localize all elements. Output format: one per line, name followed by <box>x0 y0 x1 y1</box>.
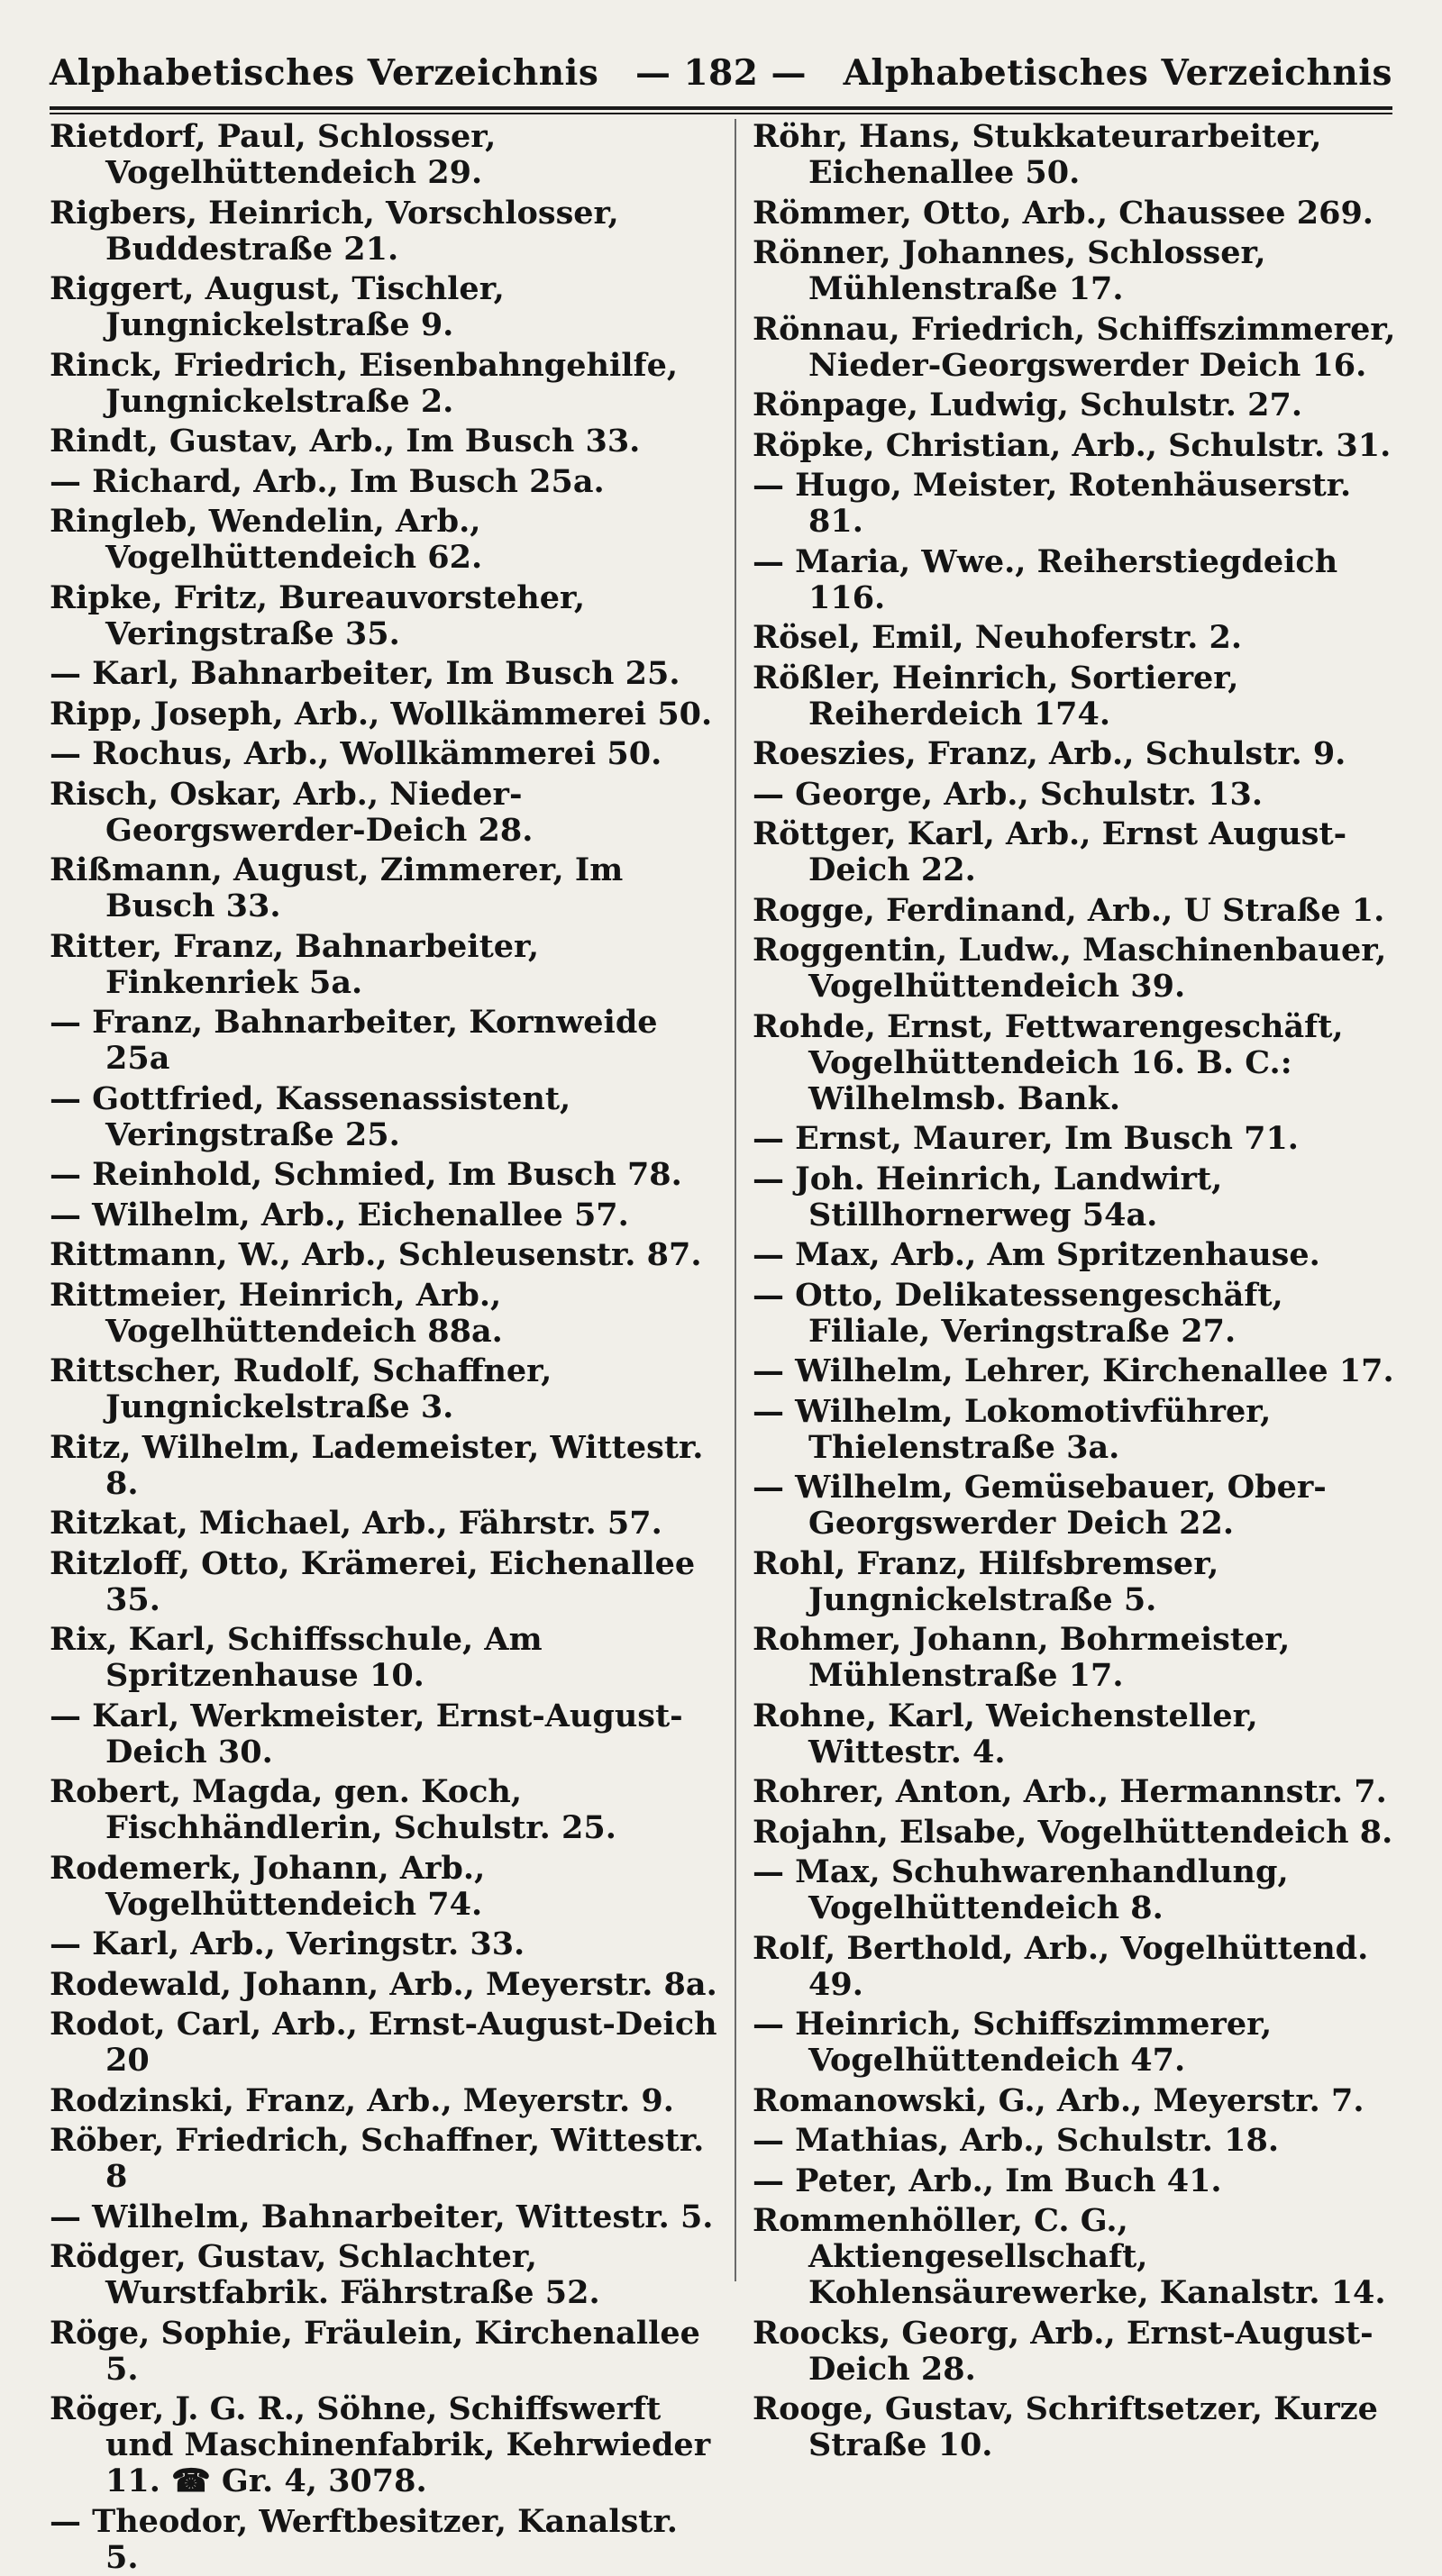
directory-entry: Rojahn, Elsabe, Vogelhüttendeich 8. <box>753 1813 1393 1851</box>
page-header <box>50 52 1392 105</box>
directory-entry: — Rochus, Arb., Wollkämmerei 50. <box>50 735 662 772</box>
directory-entry: Ritzloff, Otto, Krämerei, Eichenallee 35. <box>50 1544 696 1618</box>
directory-entry: — Max, Arb., Am Spritzenhause. <box>753 1236 1320 1273</box>
directory-entry: Rönpage, Ludwig, Schulstr. 27. <box>753 387 1303 423</box>
directory-entry: Röhr, Hans, Stukkateurarbeiter, Eichenallee 50. <box>753 118 1322 191</box>
directory-entry: Rittscher, Rudolf, Schaffner, Jungnickelstraße 3. <box>50 1352 552 1425</box>
directory-entry: Ritzkat, Michael, Arb., Fährstr. 57. <box>50 1505 662 1542</box>
directory-entry: — Hugo, Meister, Rotenhäuserstr. 81. <box>753 467 1352 540</box>
directory-entry: Rödger, Gustav, Schlachter, Wurstfabrik. Fährstraße 52. <box>50 2238 600 2311</box>
directory-entry: — Wilhelm, Gemüsebauer, Ober-Georgswerder Deich 22. <box>753 1469 1327 1542</box>
directory-entry: Ritz, Wilhelm, Lademeister, Wittestr. 8. <box>50 1428 704 1502</box>
directory-entry: Röber, Friedrich, Schaffner, Wittestr. 8 <box>50 2122 705 2195</box>
directory-entry: Ringleb, Wendelin, Arb., Vogelhüttendeich 62. <box>50 503 483 576</box>
directory-entry: — Wilhelm, Lehrer, Kirchenallee 17. <box>753 1352 1394 1389</box>
directory-entry: Roggentin, Ludw., Maschinenbauer, Vogelhüttendeich 39. <box>753 932 1387 1005</box>
directory-entry: — Max, Schuhwarenhandlung, Vogelhüttendeich 8. <box>753 1853 1289 1926</box>
directory-entry: — Franz, Bahnarbeiter, Kornweide 25a <box>50 1004 658 1077</box>
page-number: — 182 — <box>634 52 808 94</box>
directory-entry: Rohl, Franz, Hilfsbremser, Jungnickelstraße 5. <box>753 1544 1219 1618</box>
directory-entry: Riggert, August, Tischler, Jungnickelstraße 9. <box>50 270 505 343</box>
directory-entry: Ripke, Fritz, Bureauvorsteher, Veringstraße 35. <box>50 578 586 652</box>
directory-entry: Röge, Sophie, Fräulein, Kirchenallee 5. <box>50 2314 700 2388</box>
directory-entry: Röger, J. G. R., Söhne, Schiffswerft und Maschinenfabrik, Kehrwieder 11. ☎ Gr. 4, 3078. <box>50 2390 711 2499</box>
header-left-title: Alphabetisches Verzeichnis <box>50 52 599 94</box>
directory-entry: Rindt, Gustav, Arb., Im Busch 33. <box>50 423 641 460</box>
directory-entry: Rösel, Emil, Neuhoferstr. 2. <box>753 619 1243 656</box>
header-right-title: Alphabetisches Verzeichnis <box>843 52 1392 94</box>
directory-entry: Rodzinski, Franz, Arb., Meyerstr. 9. <box>50 2081 674 2119</box>
directory-entry: — Wilhelm, Bahnarbeiter, Wittestr. 5. <box>50 2198 714 2235</box>
directory-entry: — Otto, Delikatessengeschäft, Filiale, Veringstraße 27. <box>753 1276 1283 1350</box>
directory-entry: Rittmann, W., Arb., Schleusenstr. 87. <box>50 1236 702 1273</box>
directory-entry: — George, Arb., Schulstr. 13. <box>753 775 1263 813</box>
directory-entry: Romanowski, G., Arb., Meyerstr. 7. <box>753 2081 1364 2119</box>
directory-entry: Rogge, Ferdinand, Arb., U Straße 1. <box>753 891 1385 929</box>
directory-entry: — Karl, Werkmeister, Ernst-August-Deich 30. <box>50 1697 683 1770</box>
directory-entry: Rohmer, Johann, Bohrmeister, Mühlenstraße 17. <box>753 1621 1291 1694</box>
directory-entry: Rodot, Carl, Arb., Ernst-August-Deich 20 <box>50 2006 717 2079</box>
directory-entry: Ripp, Joseph, Arb., Wollkämmerei 50. <box>50 695 713 733</box>
directory-entry: Rigbers, Heinrich, Vorschlosser, Buddestraße 21. <box>50 194 619 268</box>
directory-entry: — Wilhelm, Arb., Eichenallee 57. <box>50 1196 629 1233</box>
directory-entry: Rißmann, August, Zimmerer, Im Busch 33. <box>50 851 624 924</box>
directory-entry: Rommenhöller, C. G., Aktiengesellschaft, Kohlensäurewerke, Kanalstr. 14. <box>753 2202 1386 2311</box>
directory-entry: Rönner, Johannes, Schlosser, Mühlenstraße 17. <box>753 234 1266 307</box>
directory-entry: Rohrer, Anton, Arb., Hermannstr. 7. <box>753 1773 1387 1810</box>
directory-entry: Rittmeier, Heinrich, Arb., Vogelhüttendeich 88a. <box>50 1276 503 1350</box>
directory-entry: Rooge, Gustav, Schriftsetzer, Kurze Straße 10. <box>753 2390 1378 2463</box>
directory-entry: Rohde, Ernst, Fettwarengeschäft, Vogelhüttendeich 16. B. C.: Wilhelmsb. Bank. <box>753 1007 1344 1117</box>
directory-entry: Rietdorf, Paul, Schlosser, Vogelhüttendeich 29. <box>50 118 497 191</box>
directory-entry: — Joh. Heinrich, Landwirt, Stillhornerweg 54a. <box>753 1160 1223 1233</box>
directory-entry: — Reinhold, Schmied, Im Busch 78. <box>50 1156 682 1193</box>
directory-entry: Röpke, Christian, Arb., Schulstr. 31. <box>753 426 1392 464</box>
directory-entry: Rinck, Friedrich, Eisenbahngehilfe, Jungnickelstraße 2. <box>50 346 679 420</box>
directory-entry: — Mathias, Arb., Schulstr. 18. <box>753 2122 1280 2159</box>
directory-entry: Rößler, Heinrich, Sortierer, Reiherdeich 174. <box>753 659 1239 733</box>
directory-entry: — Ernst, Maurer, Im Busch 71. <box>753 1120 1299 1157</box>
left-column <box>50 118 721 2576</box>
column-divider <box>735 119 736 2281</box>
directory-entry: — Richard, Arb., Im Busch 25a. <box>50 462 605 500</box>
directory-entry: Röttger, Karl, Arb., Ernst August-Deich 22. <box>753 815 1347 888</box>
directory-entry: — Karl, Arb., Veringstr. 33. <box>50 1925 525 1962</box>
directory-entry: Rodewald, Johann, Arb., Meyerstr. 8a. <box>50 1965 717 2003</box>
directory-entry: — Peter, Arb., Im Buch 41. <box>753 2162 1222 2199</box>
directory-entry: — Gottfried, Kassenassistent, Veringstraße 25. <box>50 1079 571 1153</box>
directory-entry: Roocks, Georg, Arb., Ernst-August-Deich 28. <box>753 2314 1374 2388</box>
directory-entry: Robert, Magda, gen. Koch, Fischhändlerin, Schulstr. 25. <box>50 1773 616 1846</box>
directory-entry: Rolf, Berthold, Arb., Vogelhüttend. 49. <box>753 1929 1369 2003</box>
directory-entry: Rodemerk, Johann, Arb., Vogelhüttendeich 74. <box>50 1849 486 1923</box>
directory-entry: Rönnau, Friedrich, Schiffszimmerer, Nieder-Georgswerder Deich 16. <box>753 310 1396 384</box>
directory-entry: Römmer, Otto, Arb., Chaussee 269. <box>753 194 1374 232</box>
directory-entry: — Wilhelm, Lokomotivführer, Thielenstraße 3a. <box>753 1392 1272 1466</box>
directory-entry: — Maria, Wwe., Reiherstiegdeich 116. <box>753 542 1338 616</box>
directory-entry: — Karl, Bahnarbeiter, Im Busch 25. <box>50 655 680 692</box>
directory-entry: Rohne, Karl, Weichensteller, Wittestr. 4. <box>753 1697 1258 1770</box>
right-column <box>753 118 1397 2463</box>
directory-entry: — Theodor, Werftbesitzer, Kanalstr. 5. <box>50 2502 678 2576</box>
directory-entry: Ritter, Franz, Bahnarbeiter, Finkenriek 5a. <box>50 927 540 1001</box>
directory-entry: Rix, Karl, Schiffsschule, Am Spritzenhause 10. <box>50 1621 543 1694</box>
header-rule <box>50 106 1392 114</box>
directory-entry: Risch, Oskar, Arb., Nieder-Georgswerder-Deich 28. <box>50 775 534 849</box>
directory-entry: — Heinrich, Schiffszimmerer, Vogelhüttendeich 47. <box>753 2006 1273 2079</box>
directory-entry: Roeszies, Franz, Arb., Schulstr. 9. <box>753 735 1346 772</box>
